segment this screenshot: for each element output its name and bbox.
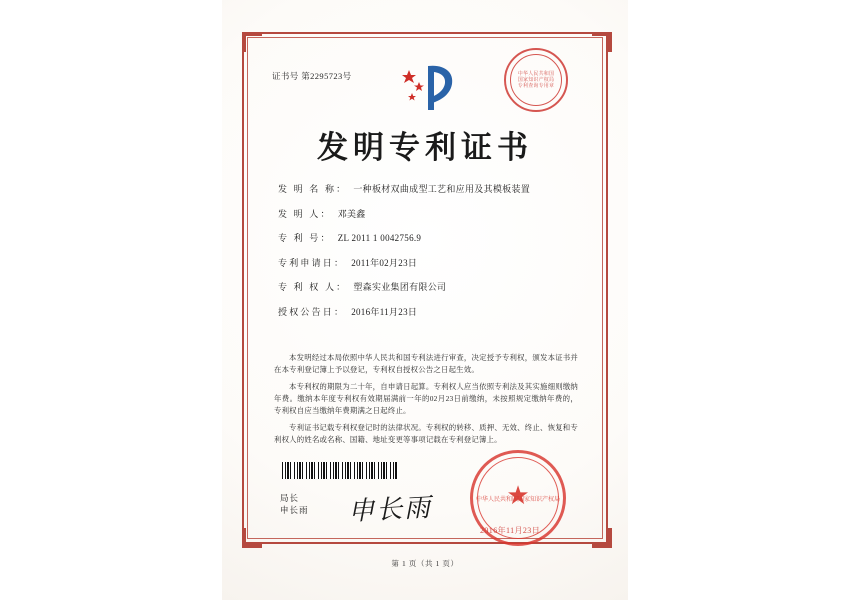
paragraph: 本专利权的期限为二十年，自申请日起算。专利权人应当依照专利法及其实施细则缴纳年费。缴纳本年度专利权有效期届满前一年的02月23日前缴纳，未按照规定缴纳年费的，专利权自应当缴纳年费期满之日起终止。: [274, 381, 578, 415]
certificate-sheet: [222, 0, 628, 600]
paragraph: 本发明经过本局依照中华人民共和国专利法进行审查，决定授予专利权，颁发本证书并在本专利登记簿上予以登记，专利权自授权公告之日起生效。: [274, 353, 578, 374]
field-value: 邓美鑫: [337, 208, 366, 219]
field-row: [278, 182, 578, 195]
field-label: 专 利 号：: [278, 233, 332, 243]
certificate-number: 证书号 第2295723号: [272, 71, 352, 81]
field-row: [278, 207, 578, 220]
field-label: 发 明 名 称：: [278, 184, 348, 194]
field-label: 专利申请日：: [278, 257, 346, 268]
corner-ornament-top-right: [592, 32, 612, 52]
signature-name: 申长雨: [280, 505, 309, 516]
corner-ornament-bottom-left: [242, 528, 262, 548]
field-value: 2011年02月23日: [351, 257, 418, 268]
corner-ornament-bottom-right: [592, 528, 612, 548]
field-value: 2016年11月23日: [351, 306, 418, 317]
page-title: 发明专利证书: [317, 130, 533, 166]
field-label: 授权公告日：: [278, 306, 346, 317]
field-value: 塑森实业集团有限公司: [353, 282, 447, 292]
field-value: 一种板材双曲成型工艺和应用及其模板装置: [353, 184, 531, 194]
star-icon: ★: [506, 480, 530, 510]
field-list: [278, 182, 578, 329]
patent-office-logo-icon: [398, 60, 464, 114]
field-row: [278, 231, 578, 244]
field-value: ZL 2011 1 0042756.9: [337, 233, 422, 243]
seal-agency-text: 中华人民共和国国家知识产权局: [476, 495, 561, 503]
signature-block: [280, 492, 309, 517]
field-label: 发 明 人：: [278, 208, 332, 219]
field-row: [278, 305, 578, 318]
right-margin: [628, 0, 850, 600]
seal-date: 2016年11月23日: [480, 526, 541, 535]
stamp-label: 中华人民共和国国家知识产权局专利查询专用章: [517, 70, 555, 90]
field-label: 专 利 权 人：: [278, 282, 348, 292]
barcode: [282, 462, 398, 479]
page-mark: 第 1 页（共 1 页）: [391, 559, 459, 568]
verification-stamp: [504, 48, 568, 112]
field-row: [278, 256, 578, 269]
field-row: [278, 280, 578, 293]
signature-title: 局长: [280, 493, 300, 503]
left-margin: [0, 0, 222, 600]
body-text: [274, 352, 578, 451]
corner-ornament-top-left: [242, 32, 262, 52]
handwritten-signature: 申长雨: [347, 492, 433, 528]
paragraph: 专利证书记载专利权登记时的法律状况。专利权的转移、质押、无效、终止、恢复和专利权人的姓名或名称、国籍、地址变更等事项记载在专利登记簿上。: [274, 422, 578, 444]
